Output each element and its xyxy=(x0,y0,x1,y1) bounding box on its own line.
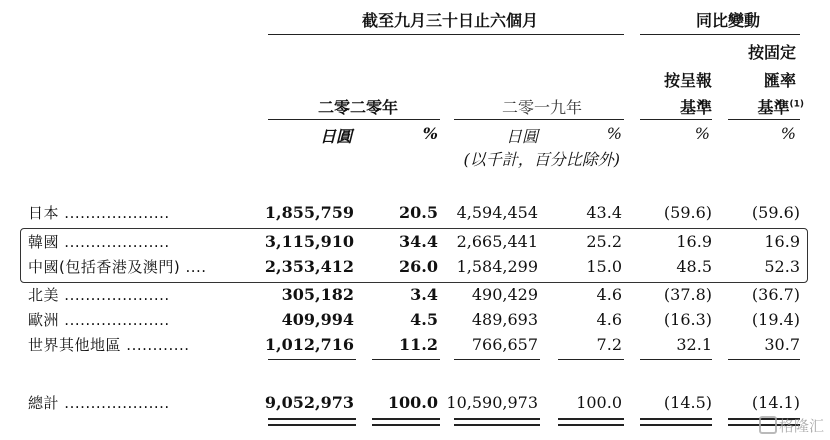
year-2020-rule xyxy=(268,119,440,120)
pct-2019: 4.6 xyxy=(596,285,622,304)
constant-basis-line1: 按固定 xyxy=(747,43,796,62)
constant-change: (19.4) xyxy=(751,310,800,329)
constant-change: (36.7) xyxy=(751,285,800,304)
table-row xyxy=(0,309,830,331)
unit-note: (以千計，百分比除外) xyxy=(463,150,620,169)
table-row xyxy=(0,256,830,278)
value-2020: 3,115,910 xyxy=(264,232,354,251)
constant-change: 52.3 xyxy=(764,257,800,276)
pct-2019: 15.0 xyxy=(586,257,622,276)
total-double-rule xyxy=(268,418,356,420)
constant-change: (59.6) xyxy=(751,203,800,222)
table-row xyxy=(0,231,830,253)
value-2019: 4,594,454 xyxy=(456,203,538,222)
total-pct-2019: 100.0 xyxy=(576,393,622,412)
yoy-rule xyxy=(640,34,800,35)
pct-2019: 43.4 xyxy=(586,203,622,222)
subtotal-rule xyxy=(372,359,440,360)
value-2020: 409,994 xyxy=(281,310,354,329)
total-double-rule xyxy=(558,424,624,426)
value-2020: 305,182 xyxy=(281,285,354,304)
unit-pct-reported: % xyxy=(694,124,710,143)
region-label: 歐洲 .................... xyxy=(28,311,170,329)
constant-change: 30.7 xyxy=(764,335,800,354)
reported-change: 48.5 xyxy=(676,257,712,276)
constant-basis-label: 基準 xyxy=(757,98,790,117)
pct-2019: 25.2 xyxy=(586,232,622,251)
value-2019: 489,693 xyxy=(471,310,538,329)
total-value-2019: 10,590,973 xyxy=(446,393,538,412)
pct-2020: 11.2 xyxy=(399,335,438,354)
total-value-2020: 9,052,973 xyxy=(264,393,354,412)
logo-icon xyxy=(759,416,777,434)
pct-2020: 3.4 xyxy=(410,285,438,304)
region-label: 中國(包括香港及澳門) .... xyxy=(28,258,207,276)
total-constant-change: (14.1) xyxy=(751,393,800,412)
value-2020: 1,855,759 xyxy=(264,203,354,222)
unit-pct-2019: % xyxy=(606,124,622,143)
constant-change: 16.9 xyxy=(764,232,800,251)
constant-basis-line2: 匯率 xyxy=(763,71,796,90)
total-double-rule xyxy=(454,418,540,420)
constant-basis-note: (1) xyxy=(789,99,804,110)
pct-2020: 4.5 xyxy=(410,310,438,329)
value-2019: 490,429 xyxy=(471,285,538,304)
total-double-rule xyxy=(268,424,356,426)
total-row xyxy=(0,392,830,414)
reported-change: 32.1 xyxy=(676,335,712,354)
region-label: 韓國 .................... xyxy=(28,233,170,251)
year-2019: 二零一九年 xyxy=(501,98,582,117)
constant-basis-line3 xyxy=(724,95,804,118)
total-double-rule xyxy=(372,418,440,420)
reported-change: (16.3) xyxy=(663,310,712,329)
constant-rule xyxy=(728,119,800,120)
reported-basis-line1: 按呈報 xyxy=(663,71,712,90)
reported-change: (59.6) xyxy=(663,203,712,222)
total-double-rule xyxy=(558,418,624,420)
region-label: 世界其他地區 ............ xyxy=(28,336,190,354)
reported-basis-line2: 基準 xyxy=(679,98,712,117)
subtotal-rule xyxy=(728,359,800,360)
table-row xyxy=(0,334,830,356)
total-pct-2020: 100.0 xyxy=(387,393,438,412)
total-label: 總計 .................... xyxy=(28,394,170,412)
total-double-rule xyxy=(454,424,540,426)
subtotal-rule xyxy=(640,359,712,360)
period-title: 截至九月三十日止六個月 xyxy=(361,11,538,30)
region-label: 日本 .................... xyxy=(28,204,170,222)
table-row xyxy=(0,202,830,224)
value-2019: 2,665,441 xyxy=(456,232,538,251)
yoy-title: 同比變動 xyxy=(695,11,760,30)
reported-change: 16.9 xyxy=(676,232,712,251)
year-2019-rule xyxy=(454,119,624,120)
table-row xyxy=(0,284,830,306)
period-rule xyxy=(268,34,624,35)
value-2020: 1,012,716 xyxy=(264,335,354,354)
subtotal-rule xyxy=(558,359,624,360)
pct-2020: 26.0 xyxy=(399,257,438,276)
reported-rule xyxy=(640,119,712,120)
pct-2020: 20.5 xyxy=(399,203,438,222)
total-double-rule xyxy=(640,424,712,426)
unit-pct-constant: % xyxy=(780,124,796,143)
unit-yen-2020: 日圓 xyxy=(319,127,352,146)
value-2020: 2,353,412 xyxy=(264,257,354,276)
year-2020: 二零二零年 xyxy=(317,98,398,117)
subtotal-rule xyxy=(454,359,540,360)
pct-2019: 7.2 xyxy=(596,335,622,354)
value-2019: 1,584,299 xyxy=(456,257,538,276)
total-double-rule xyxy=(640,418,712,420)
pct-2019: 4.6 xyxy=(596,310,622,329)
region-label: 北美 .................... xyxy=(28,286,170,304)
reported-change: (37.8) xyxy=(663,285,712,304)
watermark-logo: 格隆汇 xyxy=(759,415,824,436)
total-reported-change: (14.5) xyxy=(663,393,712,412)
unit-pct-2020: % xyxy=(422,124,438,143)
subtotal-rule xyxy=(268,359,356,360)
pct-2020: 34.4 xyxy=(399,232,438,251)
value-2019: 766,657 xyxy=(471,335,538,354)
total-double-rule xyxy=(372,424,440,426)
unit-yen-2019: 日圓 xyxy=(505,127,538,146)
